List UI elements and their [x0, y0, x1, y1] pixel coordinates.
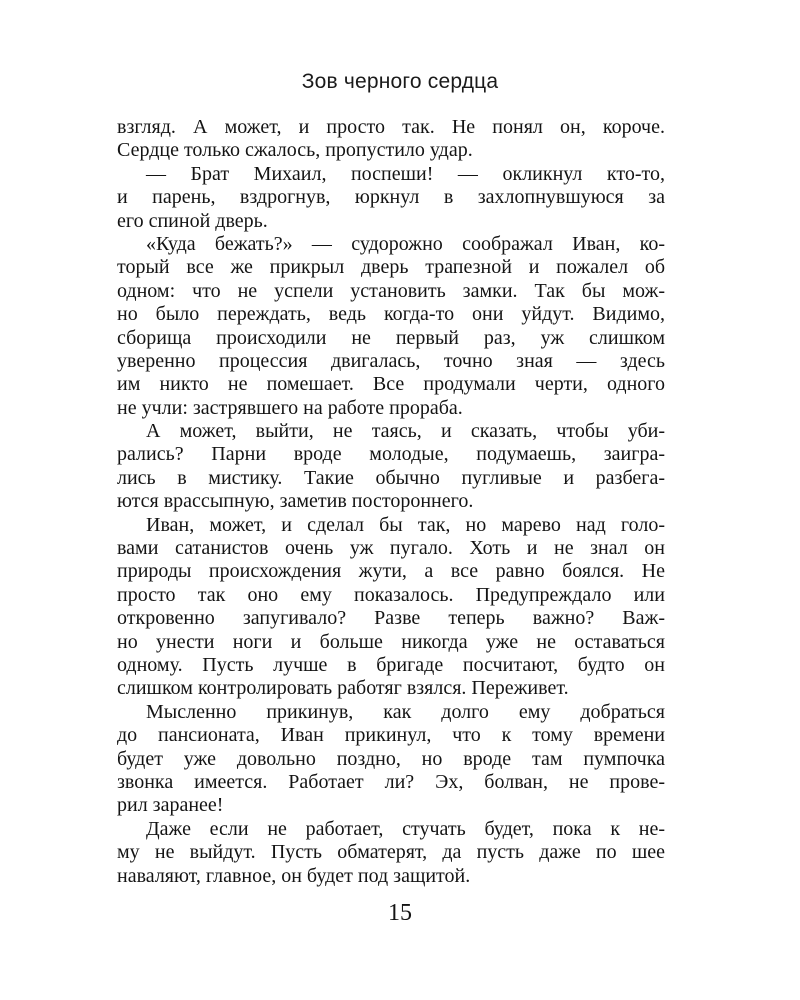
text-line: будет уже довольно поздно, но вроде там пумпочка — [117, 747, 665, 770]
text-line: его спиной дверь. — [117, 209, 268, 232]
text-line: просто так оно ему показалось. Предупреждало или — [117, 583, 665, 606]
text-line: му не выйдут. Пусть обматерят, да пусть даже по шее — [117, 841, 665, 864]
running-head: Зов черного сердца — [301, 70, 499, 93]
text-line: лись в мистику. Такие обычно пугливые и разбега- — [117, 466, 665, 489]
text-line: слишком контролировать работяг взялся. Переживет. — [117, 677, 569, 700]
text-line: «Куда бежать?» — судорожно соображал Иван, ко- — [146, 232, 665, 255]
text-line: уверенно процессия двигалась, точно зная — здесь — [117, 349, 665, 372]
text-line: одном: что не успели установить замки. Так бы мож- — [117, 279, 665, 302]
text-line: Даже если не работает, стучать будет, пока к не- — [146, 817, 665, 840]
text-line: но было переждать, ведь когда-то они уйдут. Видимо, — [117, 303, 665, 326]
text-line: до пансионата, Иван прикинул, что к тому времени — [117, 724, 665, 747]
text-line: взгляд. А может, и просто так. Не понял он, короче. — [117, 116, 665, 138]
text-line: звонка имеется. Работает ли? Эх, болван, не прове- — [117, 770, 665, 793]
text-line: рались? Парни вроде молодые, подумаешь, заигра- — [117, 443, 665, 466]
text-line: но унести ноги и больше никогда уже не оставаться — [117, 630, 665, 653]
text-line: сборища происходили не первый раз, уж слишком — [117, 326, 665, 349]
text-line: Мысленно прикинув, как долго ему добраться — [146, 700, 665, 723]
text-line: им никто не помешает. Все продумали черти, одного — [117, 373, 665, 396]
text-line: природы происхождения жути, а все равно боялся. Не — [117, 560, 665, 583]
text-line: Сердце только сжалось, пропустило удар. — [117, 139, 473, 162]
page-number: 15 — [388, 900, 412, 926]
text-line: А может, выйти, не таясь, и сказать, чтобы уби- — [146, 420, 665, 443]
text-line: откровенно запугивало? Разве теперь важно? Важ- — [117, 607, 665, 630]
text-line: наваляют, главное, он будет под защитой. — [117, 864, 471, 887]
text-line: вами сатанистов очень уж пугало. Хоть и не знал он — [117, 537, 665, 560]
text-line: не учли: застрявшего на работе прораба. — [117, 396, 463, 419]
text-line: Иван, может, и сделал бы так, но марево над голо- — [146, 513, 665, 536]
body-text — [117, 116, 665, 888]
text-line: одному. Пусть лучше в бригаде посчитают, будто он — [117, 653, 665, 676]
text-line: и парень, вздрогнув, юркнул в захлопнувшуюся за — [117, 186, 665, 209]
text-line: рил заранее! — [117, 794, 224, 817]
text-line: — Брат Михаил, поспеши! — окликнул кто-то, — [146, 162, 665, 185]
text-line: ются врассыпную, заметив постороннего. — [117, 490, 474, 513]
text-line: торый все же прикрыл дверь трапезной и пожалел об — [117, 256, 665, 279]
